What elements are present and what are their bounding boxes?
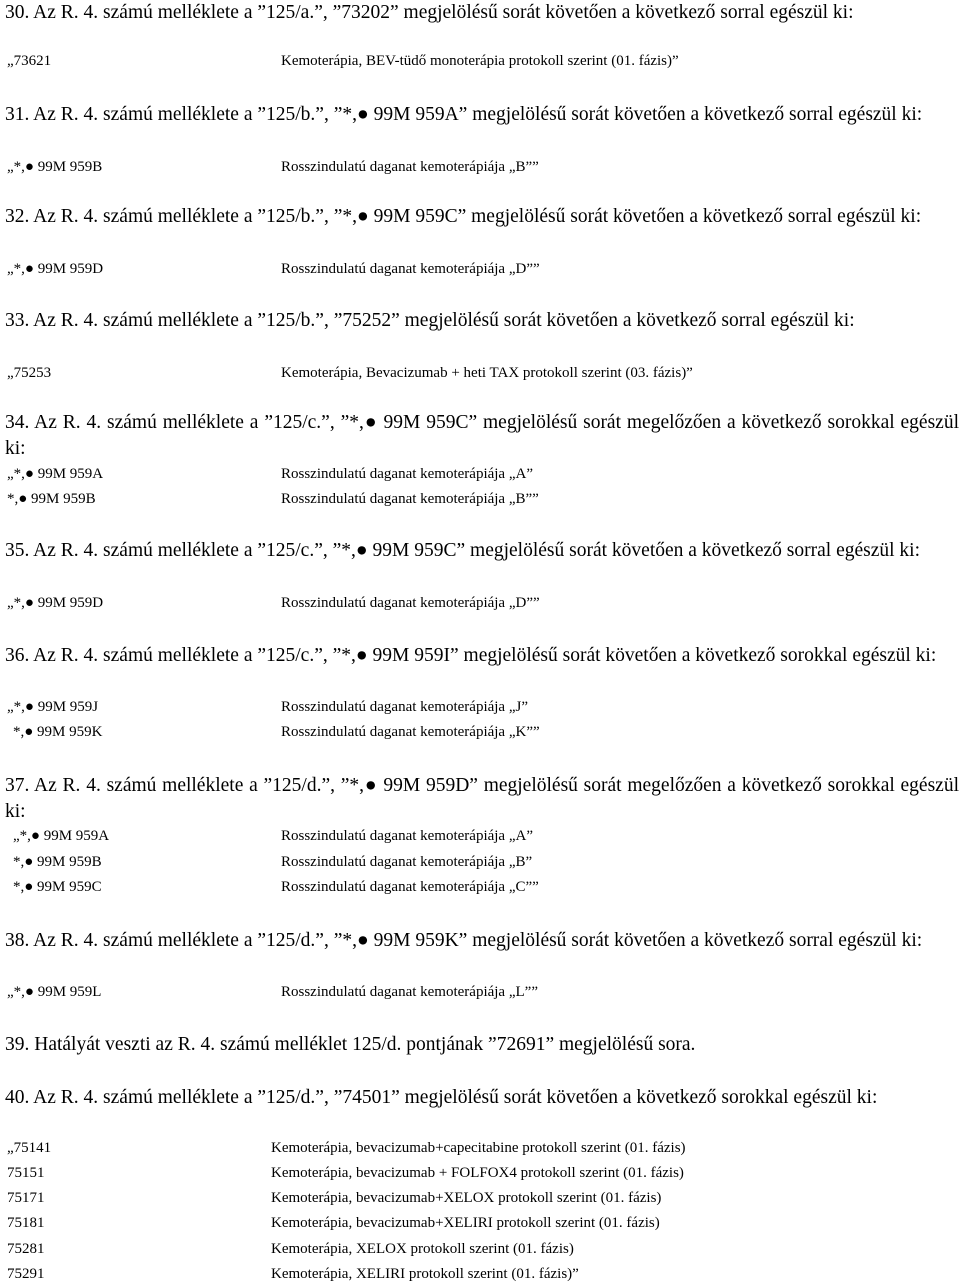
- row-description: Rosszindulatú daganat kemoterápiája „A”: [281, 828, 533, 844]
- section-38-paragraph: 38. Az R. 4. számú melléklete a ”125/d.”, ”*,● 99M 959K” megjelölésű sorát követően a következő sorral egészül ki:: [5, 930, 923, 951]
- row-code: „*,● 99M 959A: [7, 466, 104, 482]
- row-description: Kemoterápia, bevacizumab + FOLFOX4 protokoll szerint (01. fázis): [271, 1165, 684, 1181]
- row-code: „*,● 99M 959A: [13, 828, 110, 844]
- row-code: *,● 99M 959C: [13, 879, 102, 895]
- row-code: 75281: [7, 1241, 45, 1257]
- row-description: Rosszindulatú daganat kemoterápiája „A”: [281, 466, 533, 482]
- row-description: Rosszindulatú daganat kemoterápiája „J”: [281, 699, 528, 715]
- section-35-paragraph: 35. Az R. 4. számú melléklete a ”125/c.”, ”*,● 99M 959C” megjelölésű sorát követően a következő sorral egészül ki:: [5, 540, 921, 561]
- section-32-paragraph: 32. Az R. 4. számú melléklete a ”125/b.”, ”*,● 99M 959C” megjelölésű sorát követően a következő sorral egészül ki:: [5, 206, 922, 227]
- row-description: Rosszindulatú daganat kemoterápiája „K””: [281, 724, 540, 740]
- row-description: Rosszindulatú daganat kemoterápiája „B”: [281, 854, 533, 870]
- section-34-paragraph: 34. Az R. 4. számú melléklete a ”125/c.”, ”*,● 99M 959C” megjelölésű sorát megelőzően a következő sorokkal egészül ki:: [5, 412, 959, 459]
- section-40-paragraph: 40. Az R. 4. számú melléklete a ”125/d.”, ”74501” megjelölésű sorát követően a következő sorokkal egészül ki:: [5, 1087, 878, 1108]
- row-code: *,● 99M 959K: [13, 724, 103, 740]
- row-code: „75253: [7, 365, 52, 381]
- row-description: Rosszindulatú daganat kemoterápiája „D””: [281, 595, 540, 611]
- row-description: Rosszindulatú daganat kemoterápiája „B””: [281, 159, 539, 175]
- section-37-paragraph: 37. Az R. 4. számú melléklete a ”125/d.”, ”*,● 99M 959D” megjelölésű sorát megelőzően a következő sorokkal egészül ki:: [5, 775, 959, 822]
- row-code: *,● 99M 959B: [7, 491, 96, 507]
- row-description: Kemoterápia, Bevacizumab + heti TAX protokoll szerint (03. fázis)”: [281, 365, 693, 381]
- row-description: Kemoterápia, BEV-tüdő monoterápia protokoll szerint (01. fázis)”: [281, 53, 679, 69]
- row-description: Kemoterápia, bevacizumab+XELIRI protokoll szerint (01. fázis): [271, 1215, 660, 1231]
- row-code: „*,● 99M 959D: [7, 595, 104, 611]
- row-code: „*,● 99M 959J: [7, 699, 99, 715]
- row-code: „*,● 99M 959L: [7, 984, 102, 1000]
- row-description: Rosszindulatú daganat kemoterápiája „C””: [281, 879, 539, 895]
- row-description: Kemoterápia, bevacizumab+XELOX protokoll szerint (01. fázis): [271, 1190, 662, 1206]
- row-code: 75181: [7, 1215, 45, 1231]
- row-description: Rosszindulatú daganat kemoterápiája „D””: [281, 261, 540, 277]
- row-code: „*,● 99M 959D: [7, 261, 104, 277]
- row-code: 75151: [7, 1165, 45, 1181]
- section-36-paragraph: 36. Az R. 4. számú melléklete a ”125/c.”, ”*,● 99M 959I” megjelölésű sorát követően a következő sorokkal egészül ki:: [5, 645, 937, 666]
- row-description: Rosszindulatú daganat kemoterápiája „B””: [281, 491, 539, 507]
- row-code: *,● 99M 959B: [13, 854, 102, 870]
- row-code: „75141: [7, 1140, 52, 1156]
- row-description: Kemoterápia, XELIRI protokoll szerint (01. fázis)”: [271, 1266, 579, 1282]
- section-33-paragraph: 33. Az R. 4. számú melléklete a ”125/b.”, ”75252” megjelölésű sorát követően a következő sorral egészül ki:: [5, 310, 855, 331]
- section-30-paragraph: 30. Az R. 4. számú melléklete a ”125/a.”, ”73202” megjelölésű sorát követően a következő sorral egészül ki:: [5, 2, 854, 23]
- row-code: 75291: [7, 1266, 45, 1282]
- row-code: 75171: [7, 1190, 45, 1206]
- row-description: Kemoterápia, bevacizumab+capecitabine protokoll szerint (01. fázis): [271, 1140, 686, 1156]
- row-description: Kemoterápia, XELOX protokoll szerint (01. fázis): [271, 1241, 574, 1257]
- section-39-paragraph: 39. Hatályát veszti az R. 4. számú melléklet 125/d. pontjának ”72691” megjelölésű sora.: [5, 1034, 696, 1055]
- row-code: „*,● 99M 959B: [7, 159, 103, 175]
- row-description: Rosszindulatú daganat kemoterápiája „L””: [281, 984, 538, 1000]
- section-31-paragraph: 31. Az R. 4. számú melléklete a ”125/b.”, ”*,● 99M 959A” megjelölésű sorát követően a következő sorral egészül ki:: [5, 104, 923, 125]
- row-code: „73621: [7, 53, 52, 69]
